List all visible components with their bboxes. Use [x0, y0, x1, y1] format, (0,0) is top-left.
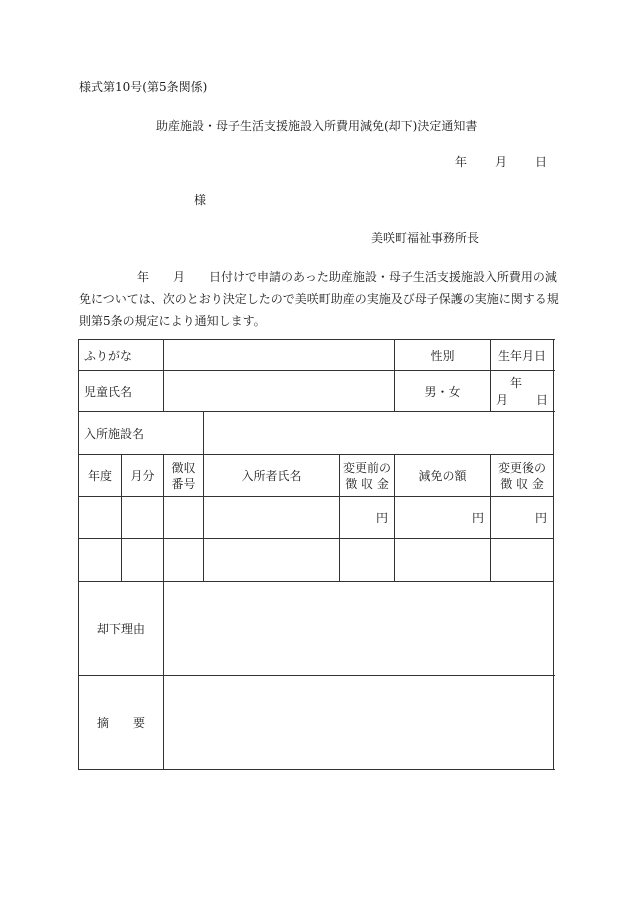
- facility-row: [79, 412, 554, 455]
- row1-month[interactable]: [122, 497, 164, 539]
- header-reduction: 減免の額: [395, 455, 491, 497]
- issue-date-year: 年: [455, 155, 468, 169]
- summary-label: 摘 要: [79, 676, 164, 770]
- issue-date-day: 日: [535, 155, 548, 169]
- notice-year: 年: [137, 270, 150, 284]
- child-name-row: [79, 371, 554, 412]
- notice-month: 月: [173, 270, 186, 284]
- row2-collection-no[interactable]: [164, 539, 204, 582]
- details-table: [78, 339, 554, 770]
- issue-date: [455, 155, 547, 169]
- furigana-field[interactable]: [164, 340, 395, 371]
- birth-month: 月: [496, 393, 509, 407]
- row2-month[interactable]: [122, 539, 164, 582]
- notice-body-line-2: 免については、次のとおり決定したので美咲町助産の実施及び母子保護の実施に関する規: [79, 292, 559, 306]
- rejection-label: 却下理由: [79, 582, 164, 676]
- column-header-row: [79, 455, 554, 497]
- birthdate-value[interactable]: [491, 371, 554, 412]
- header-resident-name: 入所者氏名: [204, 455, 340, 497]
- notice-body-line-3: 則第5条の規定により通知します。: [79, 314, 266, 328]
- row2-before-amount[interactable]: [340, 539, 395, 582]
- row1-after-amount[interactable]: 円: [491, 497, 554, 539]
- notice-body: [79, 266, 559, 332]
- row2-reduction[interactable]: [395, 539, 491, 582]
- addressee-suffix: 様: [194, 193, 207, 207]
- facility-label: 入所施設名: [79, 412, 204, 455]
- header-year: 年度: [79, 455, 122, 497]
- birthdate-label: 生年月日: [491, 340, 554, 371]
- row1-before-amount[interactable]: 円: [340, 497, 395, 539]
- row2-resident-name[interactable]: [204, 539, 340, 582]
- furigana-row: [79, 340, 554, 371]
- row1-resident-name[interactable]: [204, 497, 340, 539]
- row1-year[interactable]: [79, 497, 122, 539]
- row1-reduction[interactable]: 円: [395, 497, 491, 539]
- table-row: [79, 497, 554, 539]
- child-name-field[interactable]: [164, 371, 395, 412]
- facility-field[interactable]: [204, 412, 554, 455]
- form-number: 様式第10号(第5条関係): [79, 80, 208, 94]
- rejection-row: [79, 582, 554, 676]
- header-month: 月分: [122, 455, 164, 497]
- row1-collection-no[interactable]: [164, 497, 204, 539]
- header-before-amount: 変更前の 徴 収 金: [340, 455, 395, 497]
- notice-body-line-1: [79, 266, 557, 288]
- table-row: [79, 539, 554, 582]
- header-after-amount: 変更後の 徴 収 金: [491, 455, 554, 497]
- document-title: 助産施設・母子生活支援施設入所費用減免(却下)決定通知書: [156, 119, 478, 133]
- furigana-label: ふりがな: [79, 340, 164, 371]
- header-collection-no: 徴収 番号: [164, 455, 204, 497]
- summary-field[interactable]: [164, 676, 554, 770]
- birth-year: 年: [510, 376, 523, 390]
- notice-line-1-rest: 日付けで申請のあった助産施設・母子生活支援施設入所費用の減: [209, 270, 557, 284]
- gender-label: 性別: [395, 340, 491, 371]
- issue-date-month: 月: [495, 155, 508, 169]
- rejection-field[interactable]: [164, 582, 554, 676]
- summary-row: [79, 676, 554, 770]
- issuer-name: 美咲町福祉事務所長: [371, 231, 480, 245]
- child-name-label: 児童氏名: [79, 371, 164, 412]
- row2-after-amount[interactable]: [491, 539, 554, 582]
- row2-year[interactable]: [79, 539, 122, 582]
- gender-value[interactable]: 男・女: [395, 371, 491, 412]
- birth-day: 日: [536, 393, 549, 407]
